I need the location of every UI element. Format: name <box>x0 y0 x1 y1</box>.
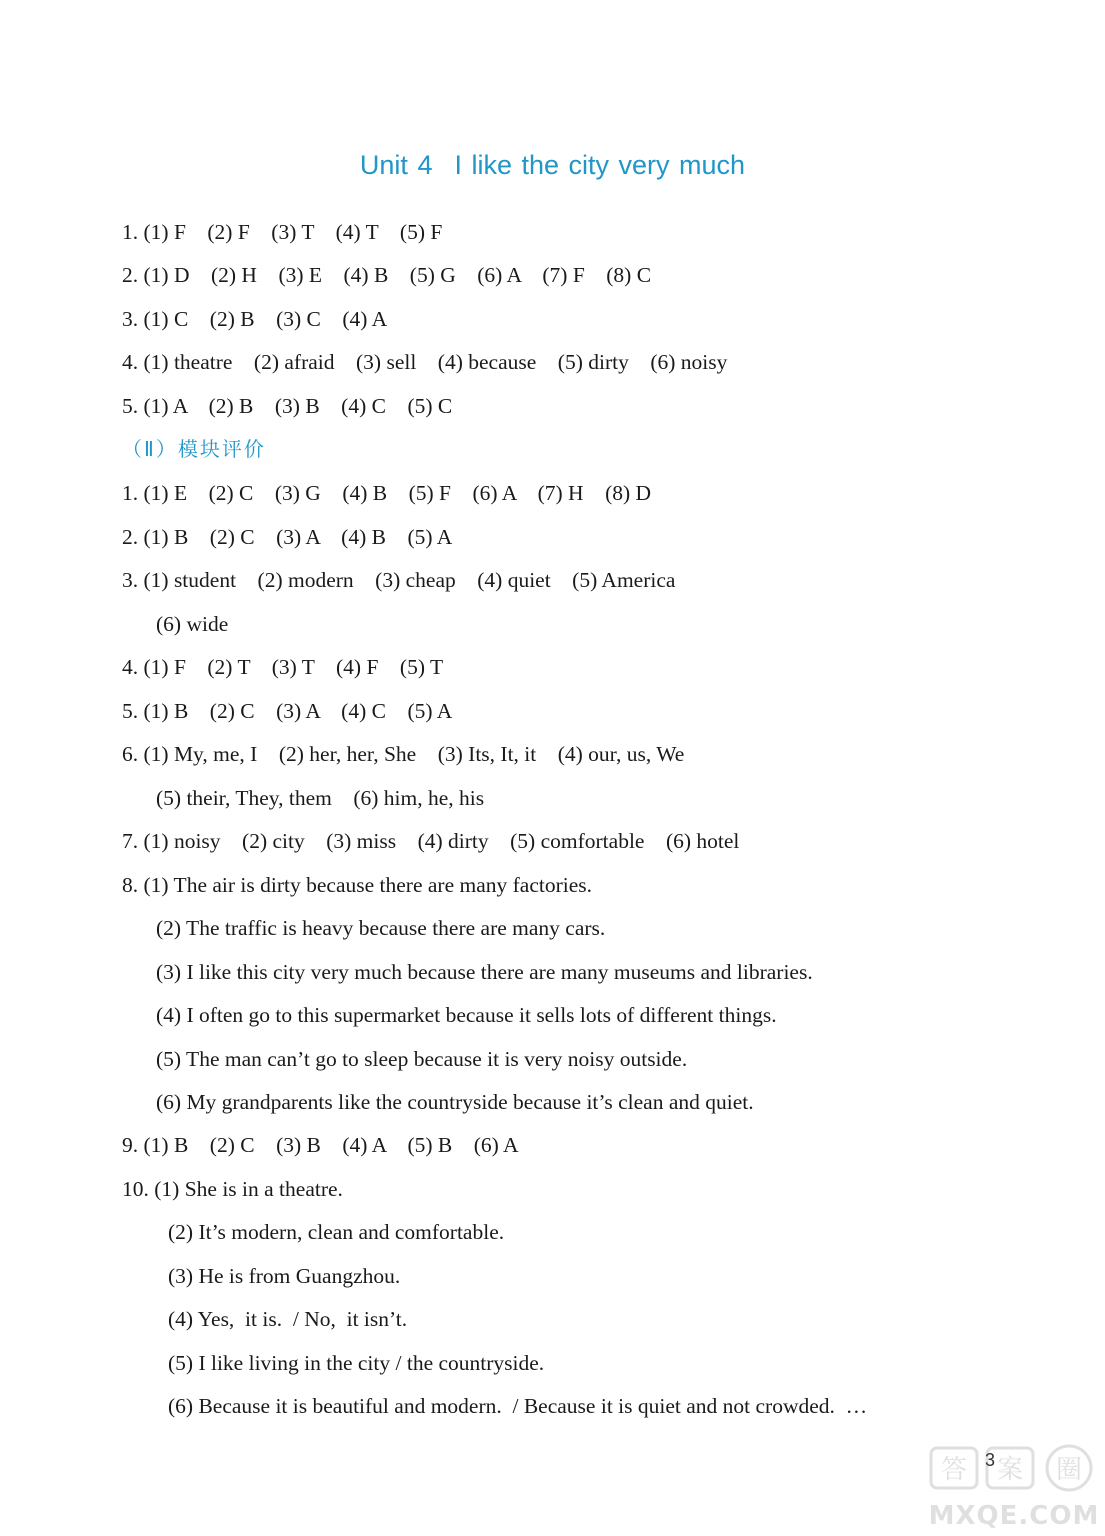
answer-line: 1. (1) F (2) F (3) T (4) T (5) F <box>122 220 443 244</box>
answer-line: (3) I like this city very much because there are many museums and libraries. <box>156 960 813 984</box>
answer-line: (6) Because it is beautiful and modern. / Because it is quiet and not crowded. … <box>168 1394 868 1418</box>
answer-line: 2. (1) B (2) C (3) A (4) B (5) A <box>122 525 453 549</box>
page-number: 3 <box>985 1450 996 1470</box>
answer-line: 4. (1) theatre (2) afraid (3) sell (4) because (5) dirty (6) noisy <box>122 350 728 374</box>
answer-line: 9. (1) B (2) C (3) B (4) A (5) B (6) A <box>122 1133 519 1157</box>
answer-line: 5. (1) B (2) C (3) A (4) C (5) A <box>122 699 453 723</box>
answer-line: 8. (1) The air is dirty because there are many factories. <box>122 873 593 897</box>
answer-line: (4) Yes, it is. / No, it isn’t. <box>168 1307 408 1331</box>
answer-line: 10. (1) She is in a theatre. <box>122 1177 343 1201</box>
section-heading: （Ⅱ）模块评价 <box>122 437 266 461</box>
page-title <box>0 150 1105 181</box>
title-text: I like the city very much <box>454 150 746 180</box>
title-unit: Unit 4 <box>359 150 433 180</box>
answer-line: 3. (1) C (2) B (3) C (4) A <box>122 307 388 331</box>
answer-line: 2. (1) D (2) H (3) E (4) B (5) G (6) A (7) F (8) C <box>122 263 652 287</box>
watermark-logo <box>925 1440 1103 1532</box>
answer-line: (2) The traffic is heavy because there are many cars. <box>156 916 606 940</box>
svg-text:圈: 圈 <box>1055 1455 1083 1485</box>
answer-line: 1. (1) E (2) C (3) G (4) B (5) F (6) A (7) H (8) D <box>122 481 652 505</box>
svg-text:MXQE.COM: MXQE.COM <box>928 1501 1100 1531</box>
answer-line: 6. (1) My, me, I (2) her, her, She (3) Its, It, it (4) our, us, We <box>122 742 685 766</box>
answer-line: (5) I like living in the city / the countryside. <box>168 1351 545 1375</box>
answer-line: 7. (1) noisy (2) city (3) miss (4) dirty (5) comfortable (6) hotel <box>122 829 740 853</box>
answer-line: 3. (1) student (2) modern (3) cheap (4) quiet (5) America <box>122 568 676 592</box>
svg-text:案: 案 <box>996 1455 1024 1485</box>
svg-text:答: 答 <box>940 1455 968 1485</box>
answer-line: (6) wide <box>156 612 229 636</box>
answer-line: 5. (1) A (2) B (3) B (4) C (5) C <box>122 394 453 418</box>
answer-line: (6) My grandparents like the countryside because it’s clean and quiet. <box>156 1090 754 1114</box>
answer-line: 4. (1) F (2) T (3) T (4) F (5) T <box>122 655 444 679</box>
answer-line: (2) It’s modern, clean and comfortable. <box>168 1220 505 1244</box>
answer-line: (5) The man can’t go to sleep because it is very noisy outside. <box>156 1047 688 1071</box>
answer-line: (5) their, They, them (6) him, he, his <box>156 786 485 810</box>
answer-line: (4) I often go to this supermarket because it sells lots of different things. <box>156 1003 777 1027</box>
answer-line: (3) He is from Guangzhou. <box>168 1264 401 1288</box>
